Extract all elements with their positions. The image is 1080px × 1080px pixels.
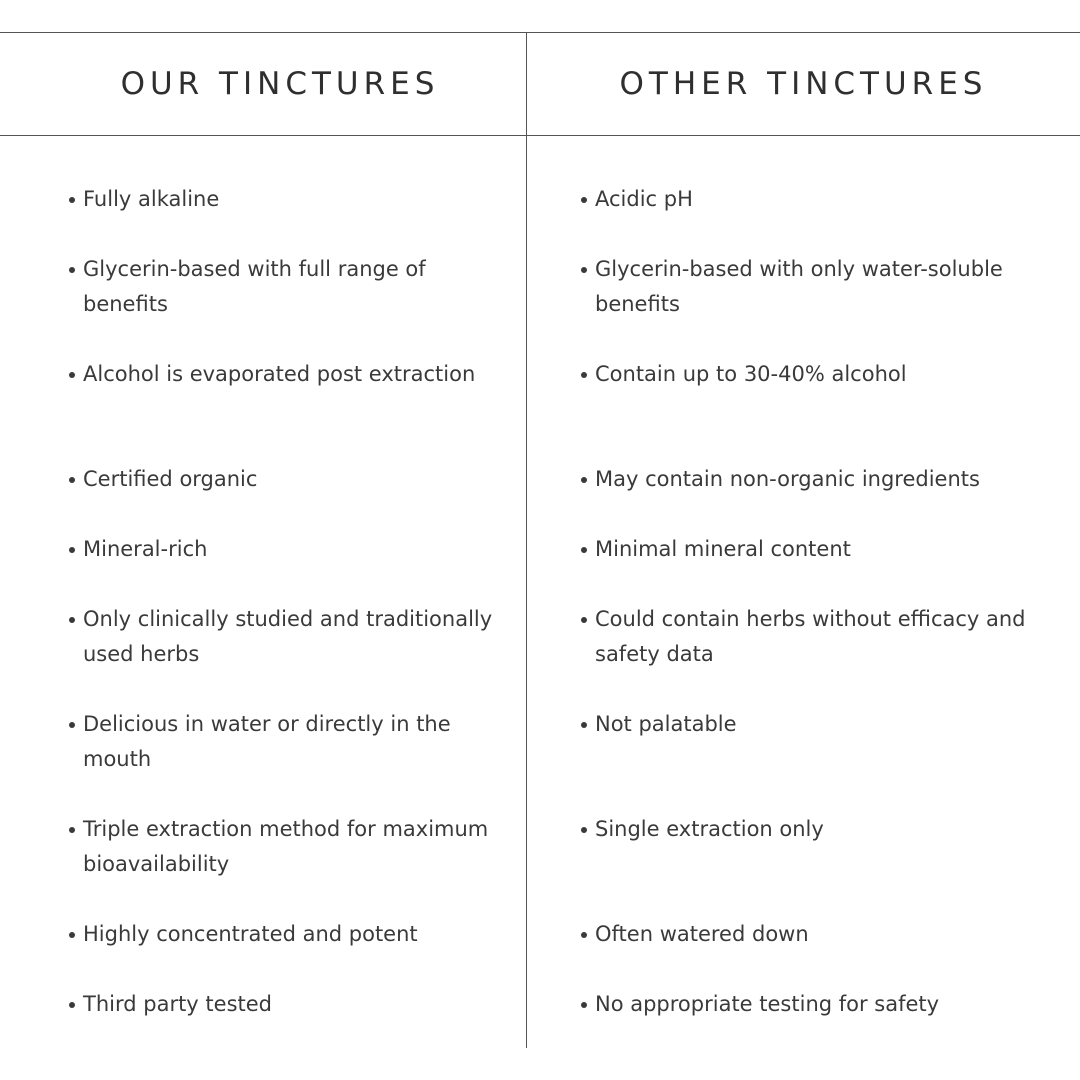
header-divider	[0, 135, 1080, 136]
list-item-text: Highly concentrated and potent	[83, 922, 418, 946]
bullet-icon	[581, 547, 587, 553]
bullet-icon	[69, 372, 75, 378]
list-item-text: No appropriate testing for safety	[595, 992, 940, 1016]
list-item	[595, 602, 1055, 672]
list-item-text: Single extraction only	[595, 817, 824, 841]
list-item	[83, 917, 503, 952]
bullet-icon	[69, 547, 75, 553]
list-item-text: Delicious in water or directly in the mouth	[83, 712, 451, 771]
bullet-icon	[581, 1002, 587, 1008]
list-item	[83, 462, 503, 497]
bullet-icon	[581, 267, 587, 273]
list-item	[83, 182, 503, 217]
column-divider	[526, 32, 527, 1048]
list-item-text: Not palatable	[595, 712, 737, 736]
list-item-text: Third party tested	[83, 992, 272, 1016]
list-item	[595, 462, 1055, 497]
list-item	[595, 182, 1055, 217]
list-item-text: Contain up to 30-40% alcohol	[595, 362, 907, 386]
list-item-text: Only clinically studied and traditionally used herbs	[83, 607, 493, 666]
list-item	[595, 812, 1055, 847]
list-item	[595, 707, 1055, 742]
list-item-text: Glycerin-based with full range of benefits	[83, 257, 426, 316]
bullet-icon	[581, 722, 587, 728]
our-tinctures-heading: OUR TINCTURES	[120, 66, 440, 102]
list-item	[595, 532, 1055, 567]
list-item	[83, 252, 503, 322]
bullet-icon	[69, 617, 75, 623]
list-item-text: Triple extraction method for maximum bioavailability	[83, 817, 489, 876]
list-item	[83, 812, 503, 882]
bullet-icon	[581, 477, 587, 483]
list-item-text: Certified organic	[83, 467, 258, 491]
list-item	[595, 357, 1055, 392]
bullet-icon	[69, 267, 75, 273]
bullet-icon	[581, 932, 587, 938]
list-item	[595, 252, 1055, 322]
list-item-text: Mineral-rich	[83, 537, 208, 561]
list-item	[83, 707, 503, 777]
bullet-icon	[69, 827, 75, 833]
bullet-icon	[69, 477, 75, 483]
bullet-icon	[69, 932, 75, 938]
bullet-icon	[581, 827, 587, 833]
bullet-icon	[69, 1002, 75, 1008]
bullet-icon	[69, 197, 75, 203]
bullet-icon	[581, 197, 587, 203]
list-item	[83, 357, 503, 392]
bullet-icon	[69, 722, 75, 728]
list-item	[83, 987, 503, 1022]
other-tinctures-heading: OTHER TINCTURES	[619, 66, 988, 102]
list-item	[83, 602, 503, 672]
list-item-text: Acidic pH	[595, 187, 693, 211]
list-item	[595, 987, 1055, 1022]
list-item-text: May contain non-organic ingredients	[595, 467, 980, 491]
list-item-text: Alcohol is evaporated post extraction	[83, 362, 476, 386]
list-item-text: Glycerin-based with only water-soluble benefits	[595, 257, 1003, 316]
bullet-icon	[581, 617, 587, 623]
list-item-text: Minimal mineral content	[595, 537, 851, 561]
list-item-text: Often watered down	[595, 922, 809, 946]
list-item	[595, 917, 1055, 952]
list-item	[83, 532, 503, 567]
list-item-text: Fully alkaline	[83, 187, 220, 211]
list-item-text: Could contain herbs without efficacy and safety data	[595, 607, 1026, 666]
bullet-icon	[581, 372, 587, 378]
